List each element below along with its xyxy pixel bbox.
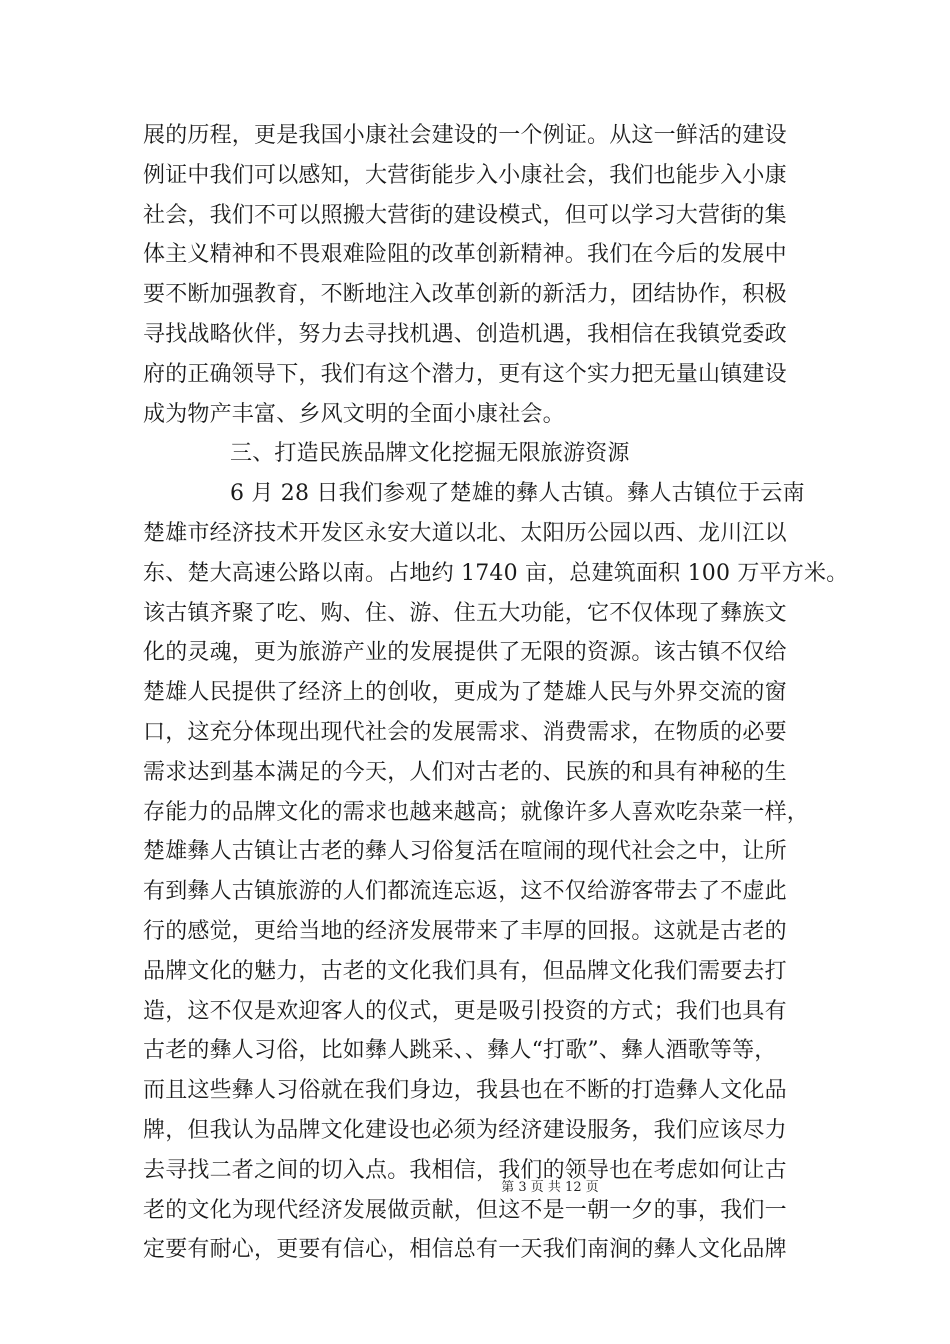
body-line: 牌，但我认为品牌文化建设也必须为经济建设服务，我们应该尽力 (143, 1117, 787, 1143)
body-line: 而且这些彝人习俗就在我们身边，我县也在不断的打造彝人文化品 (143, 1078, 787, 1104)
body-line: 口，这充分体现出现代社会的发展需求、消费需求，在物质的必要 (143, 719, 787, 745)
body-line: 成为物产丰富、乡风文明的全面小康社会。 (143, 401, 565, 427)
section-heading: 三、打造民族品牌文化挖掘无限旅游资源 (230, 441, 630, 467)
body-line: 古老的彝人习俗，比如彝人跳采、、彝人“打歌”、彝人酒歌等等， (143, 1038, 777, 1064)
body-line: 例证中我们可以感知，大营街能步入小康社会，我们也能步入小康 (143, 162, 787, 188)
body-line: 造，这不仅是欢迎客人的仪式，更是吸引投资的方式；我们也具有 (143, 998, 787, 1024)
body-line: 有到彝人古镇旅游的人们都流连忘返，这不仅给游客带去了不虚此 (143, 879, 787, 905)
page-number-footer: 第 3 页 共 12 页 (501, 1180, 599, 1195)
body-line: 6 月 28 日我们参观了楚雄的彝人古镇。彝人古镇位于云南 (230, 481, 805, 507)
body-line: 该古镇齐聚了吃、购、住、游、住五大功能，它不仅体现了彝族文 (143, 600, 787, 626)
body-line: 府的正确领导下，我们有这个潜力，更有这个实力把无量山镇建设 (143, 361, 787, 387)
body-line: 老的文化为现代经济发展做贡献，但这不是一朝一夕的事，我们一 (143, 1197, 787, 1223)
body-line: 化的灵魂，更为旅游产业的发展提供了无限的资源。该古镇不仅给 (143, 640, 787, 666)
body-line: 东、楚大高速公路以南。占地约 1740 亩，总建筑面积 100 万平方米。 (143, 560, 849, 586)
body-line: 去寻找二者之间的切入点。我相信，我们的领导也在考虑如何让古 (143, 1157, 787, 1183)
body-line: 行的感觉，更给当地的经济发展带来了丰厚的回报。这就是古老的 (143, 918, 787, 944)
body-line: 楚雄市经济技术开发区永安大道以北、太阳历公园以西、龙川江以 (143, 520, 787, 546)
body-line: 定要有耐心，更要有信心，相信总有一天我们南涧的彝人文化品牌 (143, 1237, 787, 1263)
body-text (143, 116, 849, 1270)
body-line: 品牌文化的魅力，古老的文化我们具有，但品牌文化我们需要去打 (143, 958, 787, 984)
body-line: 要不断加强教育，不断地注入改革创新的新活力，团结协作，积极 (143, 282, 787, 308)
body-line: 存能力的品牌文化的需求也越来越高；就像许多人喜欢吃杂菜一样， (143, 799, 810, 825)
body-line: 寻找战略伙伴，努力去寻找机遇、创造机遇，我相信在我镇党委政 (143, 321, 787, 347)
body-line: 需求达到基本满足的今天，人们对古老的、民族的和具有神秘的生 (143, 759, 787, 785)
body-line: 楚雄人民提供了经济上的创收，更成为了楚雄人民与外界交流的窗 (143, 680, 787, 706)
body-line: 体主义精神和不畏艰难险阻的改革创新精神。我们在今后的发展中 (143, 242, 787, 268)
body-line: 社会，我们不可以照搬大营街的建设模式，但可以学习大营街的集 (143, 202, 787, 228)
body-line: 楚雄彝人古镇让古老的彝人习俗复活在喧闹的现代社会之中，让所 (143, 839, 787, 865)
body-line: 展的历程，更是我国小康社会建设的一个例证。从这一鲜活的建设 (143, 123, 787, 148)
